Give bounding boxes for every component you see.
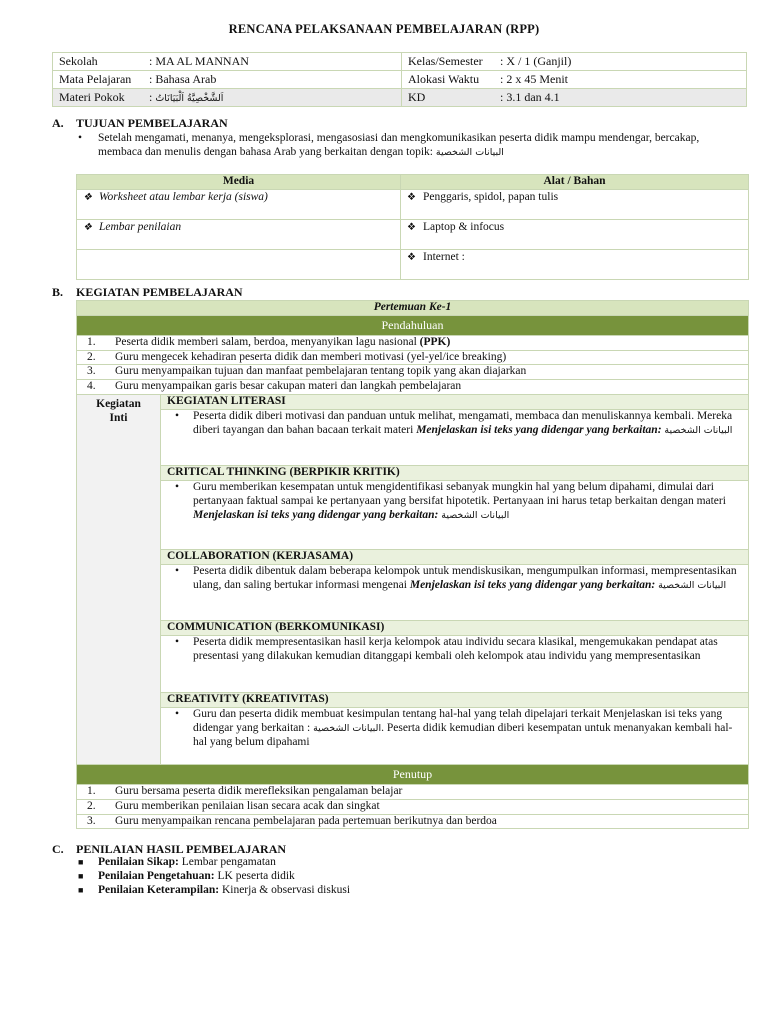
square-bullet-icon: ■ <box>78 871 84 881</box>
identity-sekolah: Sekolah : MA AL MANNAN <box>53 53 402 71</box>
document-title: RENCANA PELAKSANAAN PEMBELAJARAN (RPP) <box>228 22 540 36</box>
critical-thinking-heading: CRITICAL THINKING (BERPIKIR KRITIK) <box>161 465 749 480</box>
media-column-header: Media <box>77 175 401 190</box>
penutup-item: 3. Guru menyampaikan rencana pembelajaran pada pertemuan berikutnya dan berdoa <box>77 814 749 829</box>
identity-kelas: Kelas/Semester : X / 1 (Ganjil) <box>402 53 747 71</box>
pendahuluan-band: Pendahuluan <box>77 315 749 335</box>
penilaian-item: ■ Penilaian Keterampilan: Kinerja & observasi diskusi <box>78 884 351 896</box>
media-item: ❖ Worksheet atau lembar kerja (siswa) <box>77 190 401 220</box>
kegiatan-table <box>76 300 749 829</box>
diamond-bullet-icon: ❖ <box>83 192 92 203</box>
pendahuluan-item: 3. Guru menyampaikan tujuan dan manfaat pembelajaran tentang topik yang akan diajarkan <box>77 365 749 380</box>
square-bullet-icon: ■ <box>78 857 84 867</box>
section-a-goal: • Setelah mengamati, menanya, mengeksplorasi, mengasosiasi dan mengkomunikasikan peserta didik mampu mendengar, bercakap, membaca dan menulis dengan bahasa Arab yang berkaitan dengan topik: البيانات الشخصية <box>78 132 700 158</box>
penilaian-item: ■ Penilaian Pengetahuan: LK peserta didik <box>78 870 295 882</box>
pendahuluan-item: 1. Peserta didik memberi salam, berdoa, menyanyikan lagu nasional (PPK) <box>77 335 749 350</box>
identity-mapel: Mata Pelajaran : Bahasa Arab <box>53 71 402 89</box>
identity-materi: Materi Pokok : اَلشَّخْصِيَّةُ اَلْبَيَانَاتُ <box>53 89 402 107</box>
communication-body: • Peserta didik mempresentasikan hasil kerja kelompok atau individu secara klasikal, mengemukakan pendapat atas presentasi yang dilakukan kemudian ditanggapi kembali oleh kelompok atau individu yang mempresentasikan <box>161 635 749 692</box>
bullet-icon: • <box>175 480 180 493</box>
diamond-bullet-icon: ❖ <box>407 222 416 233</box>
alat-item: ❖ Penggaris, spidol, papan tulis <box>401 190 749 220</box>
penilaian-list <box>78 856 350 898</box>
identity-table <box>52 52 747 107</box>
bullet-icon: • <box>175 564 180 577</box>
penilaian-item: ■ Penilaian Sikap: Lembar pengamatan <box>78 856 276 868</box>
alat-item: ❖ Internet : <box>401 250 749 280</box>
penutup-band: Penutup <box>77 764 749 784</box>
media-empty-cell <box>77 250 401 280</box>
media-table <box>76 174 749 280</box>
penutup-item: 1. Guru bersama peserta didik merefleksikan pengalaman belajar <box>77 784 749 799</box>
section-c-heading: C. PENILAIAN HASIL PEMBELAJARAN <box>52 842 287 856</box>
diamond-bullet-icon: ❖ <box>407 192 416 203</box>
creativity-body: • Guru dan peserta didik membuat kesimpulan tentang hal-hal yang telah dipelajari terkait Menjelaskan isi teks yang didengar yang berkaitan : البيانات الشخصية. Peserta didik kemudian diberi kesempatan untuk menanyakan kembali hal-hal yang belum dipahami <box>161 707 749 764</box>
section-a-heading: A. TUJUAN PEMBELAJARAN <box>52 116 228 130</box>
critical-thinking-body: • Guru memberikan kesempatan untuk mengidentifikasi sebanyak mungkin hal yang belum dipahami, dimulai dari pertanyaan faktual sampai ke pertanyaan yang bersifat hipotetik. Pertanyaan ini harus tetap berkaitan dengan materi Menjelaskan isi teks yang didengar yang berkaitan: البيانات الشخصية <box>161 480 749 549</box>
alat-item: ❖ Laptop & infocus <box>401 220 749 250</box>
bullet-icon: • <box>175 635 180 648</box>
bullet-icon: • <box>175 707 180 720</box>
communication-heading: COMMUNICATION (BERKOMUNIKASI) <box>161 620 749 635</box>
media-item: ❖ Lembar penilaian <box>77 220 401 250</box>
identity-alokasi: Alokasi Waktu : 2 x 45 Menit <box>402 71 747 89</box>
creativity-heading: CREATIVITY (KREATIVITAS) <box>161 692 749 707</box>
collaboration-body: • Peserta didik dibentuk dalam beberapa kelompok untuk mendiskusikan, mengumpulkan informasi, mempresentasikan ulang, dan saling bertukar informasi mengenai Menjelaskan isi teks yang didengar yang berkaitan: البيانات الشخصية <box>161 564 749 620</box>
bullet-icon: • <box>175 409 180 422</box>
penutup-item: 2. Guru memberikan penilaian lisan secara acak dan singkat <box>77 799 749 814</box>
section-b-heading: B. KEGIATAN PEMBELAJARAN <box>52 285 243 299</box>
bullet-icon: • <box>78 132 83 144</box>
square-bullet-icon: ■ <box>78 885 84 895</box>
meeting-label: Pertemuan Ke-1 <box>77 301 749 316</box>
pendahuluan-item: 4. Guru menyampaikan garis besar cakupan materi dan langkah pembelajaran <box>77 380 749 395</box>
pendahuluan-item: 2. Guru mengecek kehadiran peserta didik dan memberi motivasi (yel-yel/ice breaking) <box>77 350 749 365</box>
kegiatan-inti-label: Kegiatan Inti <box>77 394 161 764</box>
alat-column-header: Alat / Bahan <box>401 175 749 190</box>
diamond-bullet-icon: ❖ <box>83 222 92 233</box>
literasi-heading: KEGIATAN LITERASI <box>161 394 749 409</box>
literasi-body: • Peserta didik diberi motivasi dan panduan untuk melihat, mengamati, membaca dan menuliskannya kembali. Mereka diberi tayangan dan bahan bacaan terkait materi Menjelaskan isi teks yang didengar yang berkaitan: البيانات الشخصية <box>161 409 749 465</box>
collaboration-heading: COLLABORATION (KERJASAMA) <box>161 549 749 564</box>
diamond-bullet-icon: ❖ <box>407 252 416 263</box>
identity-kd: KD : 3.1 dan 4.1 <box>402 89 747 107</box>
